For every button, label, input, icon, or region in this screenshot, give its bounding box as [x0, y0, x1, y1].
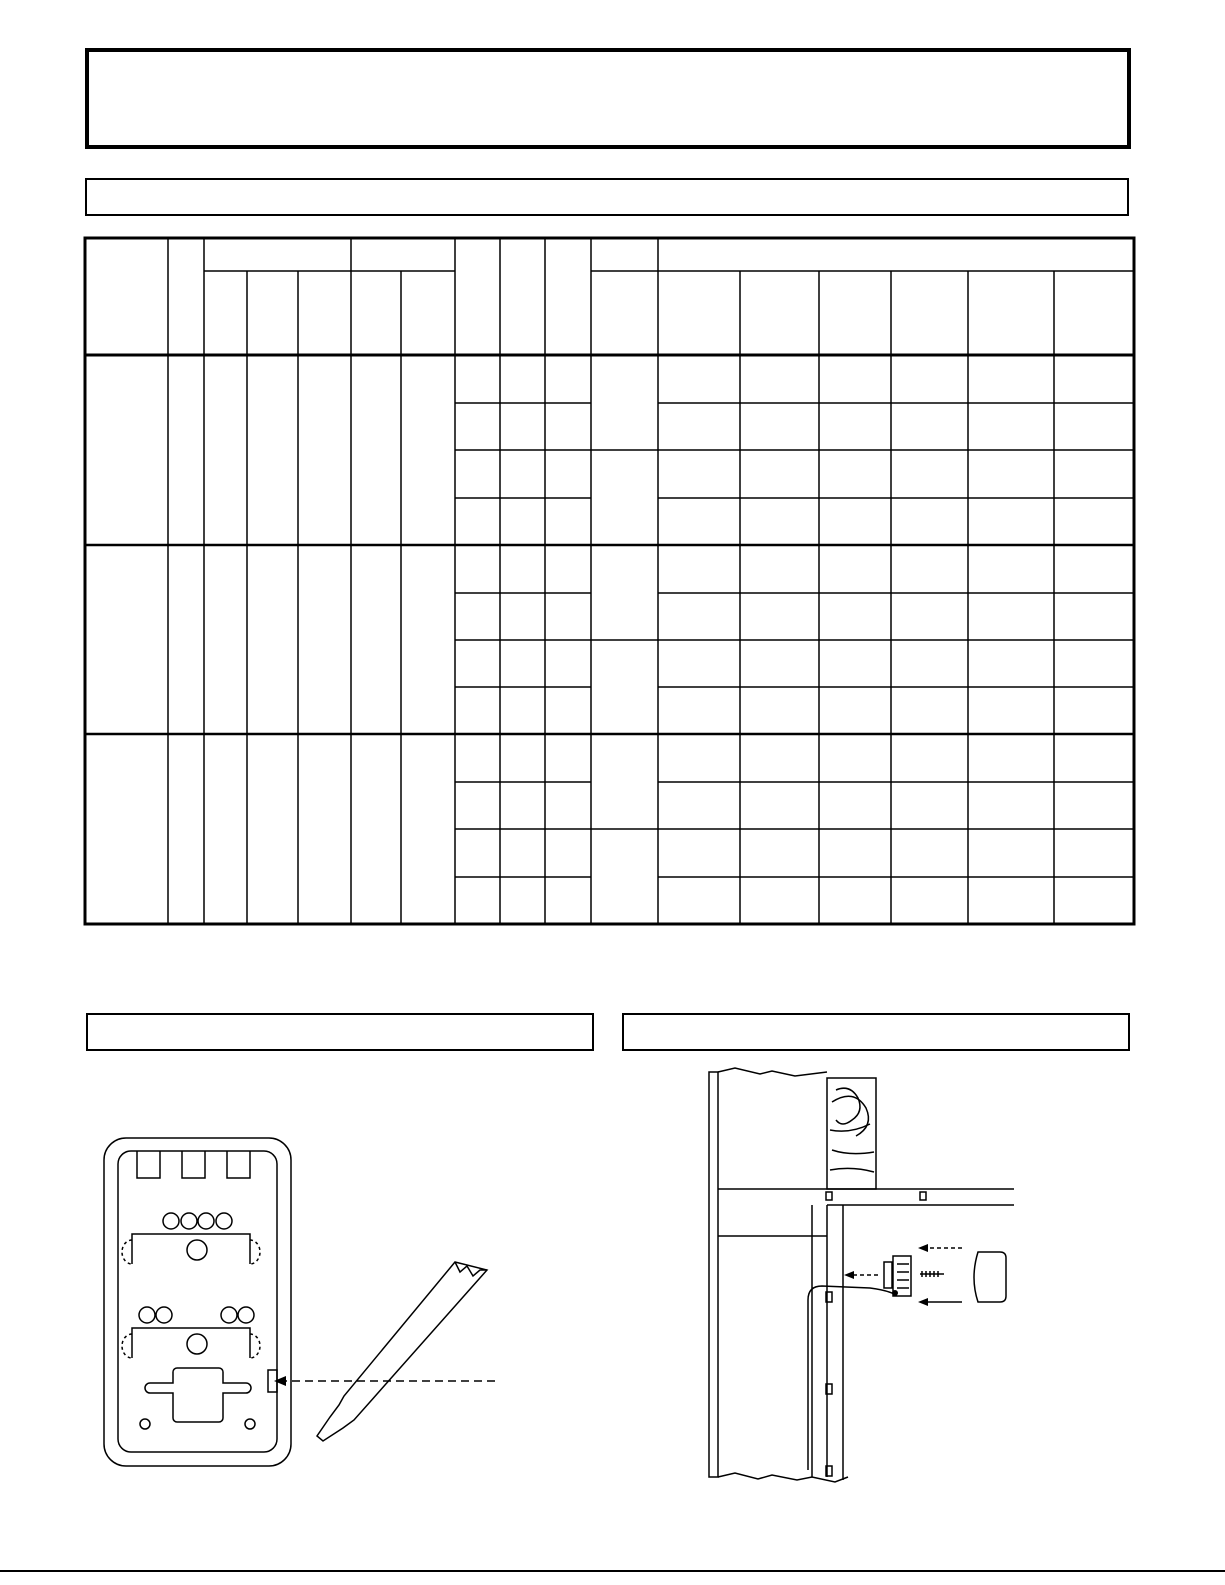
footer-rule	[0, 1570, 1225, 1572]
